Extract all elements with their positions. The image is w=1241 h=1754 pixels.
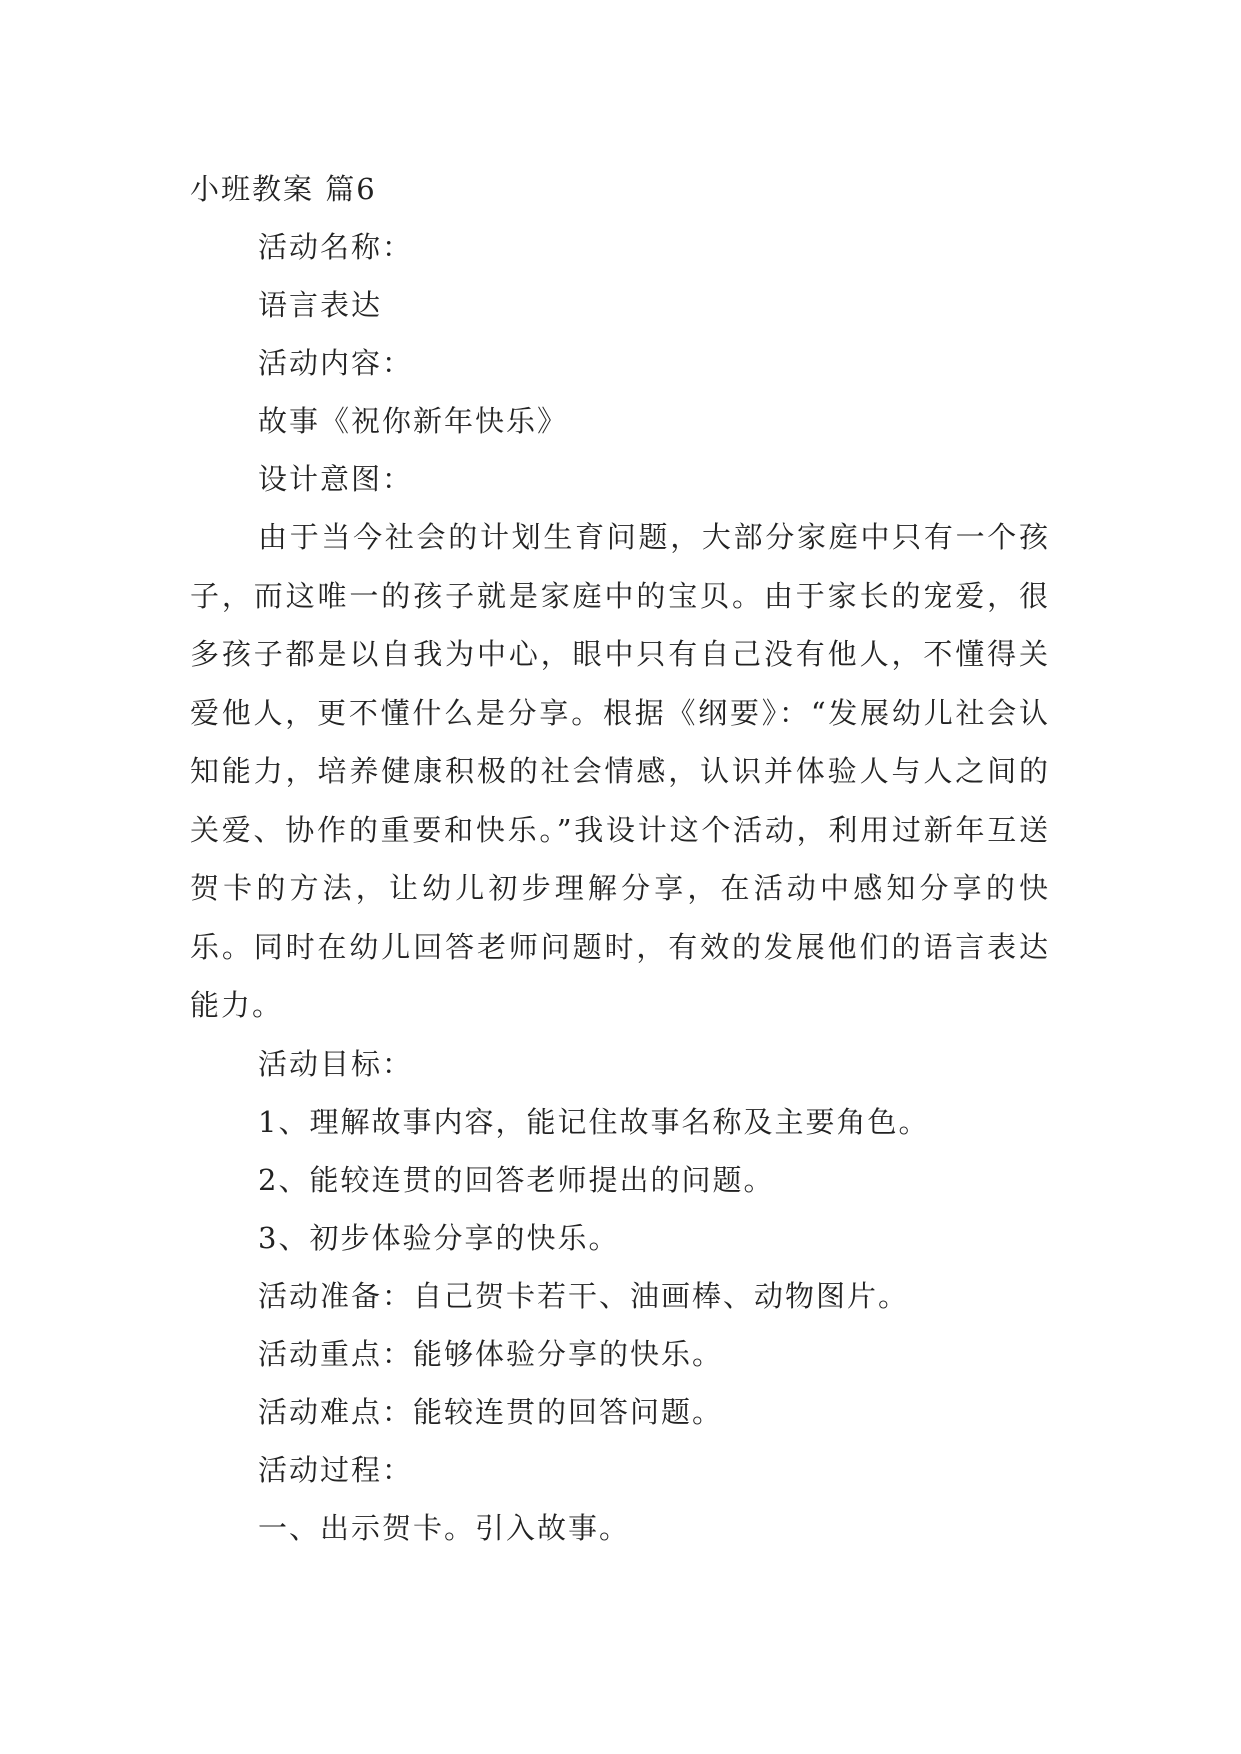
- label-design-intent: 设计意图：: [258, 462, 414, 496]
- activity-name-value: 语言表达: [258, 288, 383, 322]
- label-activity-process: 活动过程：: [258, 1452, 414, 1487]
- label-activity-content: 活动内容：: [258, 346, 414, 380]
- label-activity-goals: 活动目标：: [258, 1046, 414, 1081]
- activity-difficulty: 活动难点：能较连贯的回答问题。: [258, 1394, 724, 1429]
- goal-item-1: 1、理解故事内容，能记住故事名称及主要角色。: [258, 1104, 930, 1139]
- activity-preparation: 活动准备：自己贺卡若干、油画棒、动物图片。: [258, 1278, 910, 1313]
- document-body: [190, 160, 1050, 1557]
- design-intent-paragraph: 由于当今社会的计划生育问题，大部分家庭中只有一个孩子，而这唯一的孩子就是家庭中的宝贝。由于家长的宠爱，很多孩子都是以自我为中心，眼中只有自己没有他人，不懂得关爱他人，更不懂什么是分享。根据《纲要》：“发展幼儿社会认知能力，培养健康积极的社会情感，认识并体验人与人之间的关爱、协作的重要和快乐。”我设计这个活动，利用过新年互送贺卡的方法，让幼儿初步理解分享，在活动中感知分享的快乐。同时在幼儿回答老师问题时，有效的发展他们的语言表达能力。: [190, 520, 1050, 1022]
- process-step-1: 一、出示贺卡。引入故事。: [258, 1510, 631, 1545]
- activity-content-value: 故事《祝你新年快乐》: [258, 404, 569, 438]
- document-title: 小班教案 篇6: [190, 172, 377, 206]
- label-activity-name: 活动名称：: [258, 230, 414, 264]
- goal-item-2: 2、能较连贯的回答老师提出的问题。: [258, 1162, 775, 1197]
- activity-key-point: 活动重点：能够体验分享的快乐。: [258, 1336, 724, 1371]
- goal-item-3: 3、初步体验分享的快乐。: [258, 1220, 620, 1255]
